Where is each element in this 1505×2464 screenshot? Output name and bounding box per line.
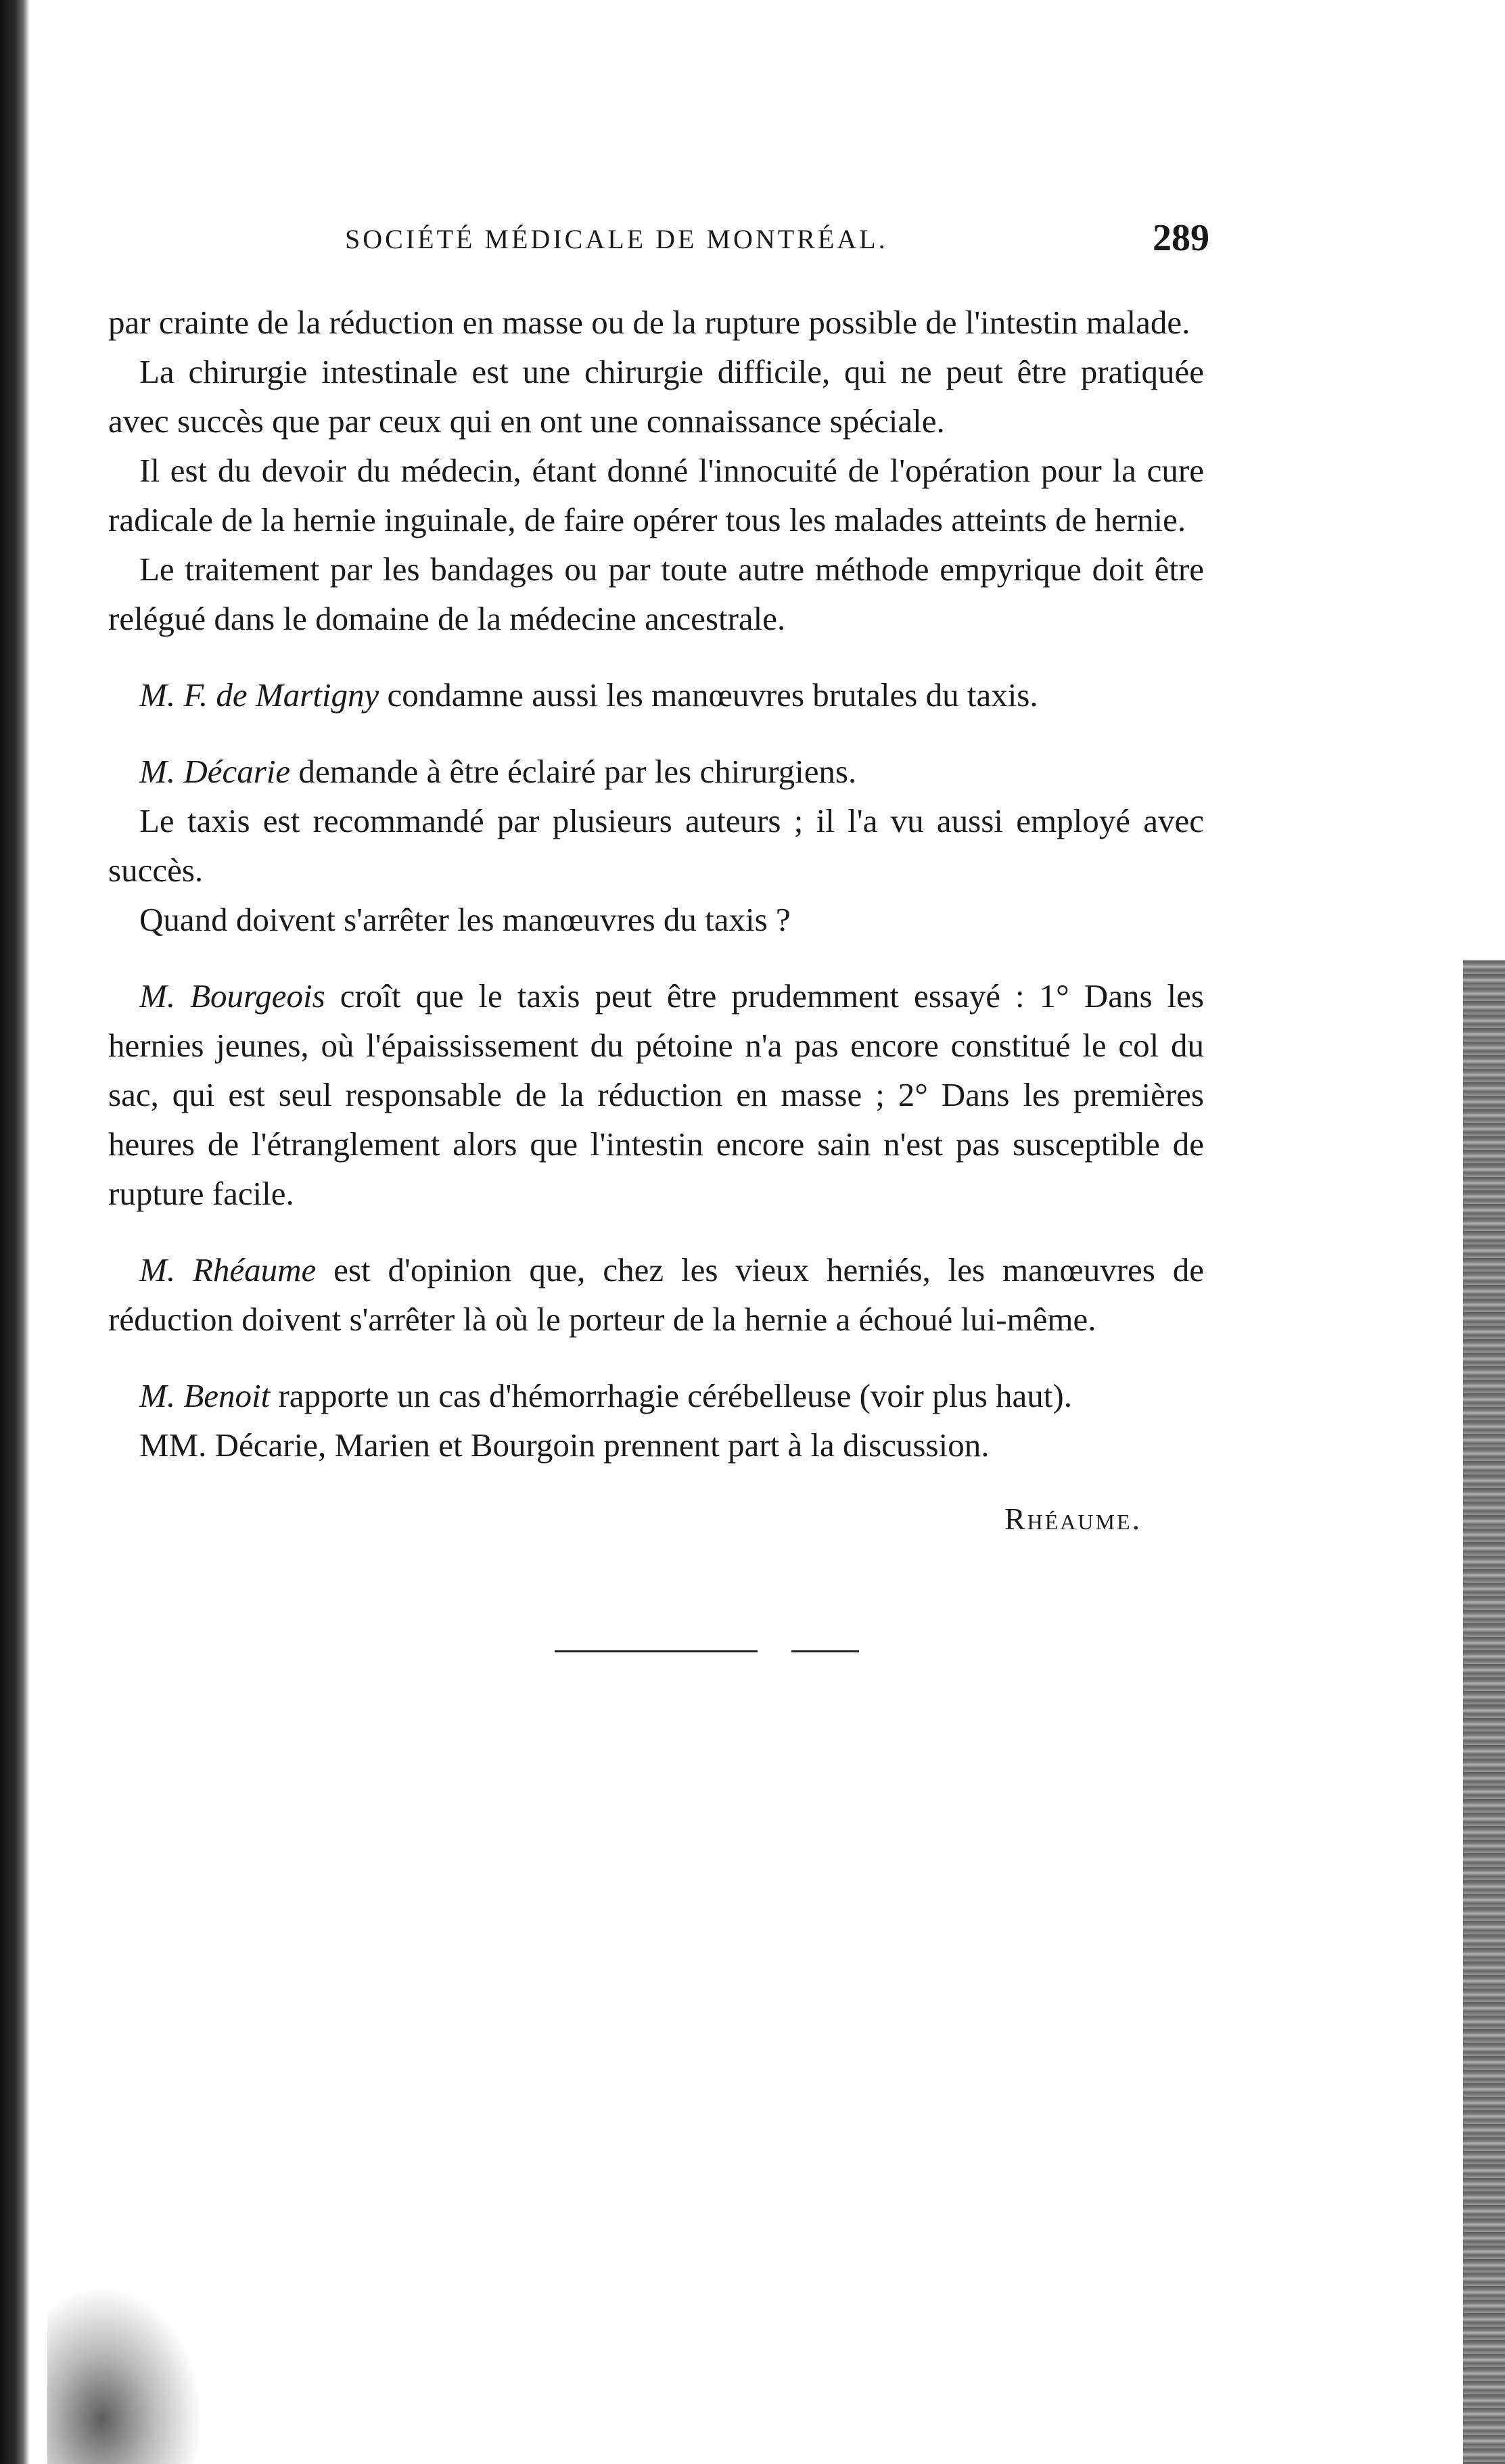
running-head <box>108 210 1209 271</box>
paragraph-text: croît que le taxis peut être prudemment essayé : 1° Dans les hernies jeunes, où l'épaississement du pétoine n'a pas encore constitué le col du sac, qui est seul responsable de la réduction en masse ; 2° Dans les premières heures de l'étranglement alors que l'intestin encore sain n'est pas susceptible de rupture facile. <box>108 977 1204 1212</box>
closing-rule-dash <box>791 1650 859 1652</box>
paragraph-text: condamne aussi les manœuvres brutales du taxis. <box>379 676 1038 714</box>
closing-rule <box>555 1650 758 1652</box>
document-page <box>108 210 1209 1652</box>
paragraph-11 <box>108 1371 1204 1420</box>
paragraph-10 <box>108 1245 1204 1344</box>
paragraph-4: Le traitement par les bandages ou par toute autre méthode empyrique doit être relégué dans le domaine de la médecine ancestrale. <box>108 551 1204 637</box>
scan-right-edge <box>1463 960 1505 2464</box>
paragraph-12: MM. Décarie, Marien et Bourgoin prennent part à la discussion. <box>139 1426 990 1464</box>
paragraph-text: est d'opinion que, chez les vieux herniés, les manœuvres de réduction doivent s'arrêter là où le porteur de la hernie a échoué lui-même. <box>108 1251 1204 1338</box>
speaker-name: M. Décarie <box>139 753 291 790</box>
speaker-name: M. Rhéaume <box>139 1251 317 1288</box>
signature: Rhéaume. <box>1004 1502 1142 1536</box>
running-head-title: SOCIÉTÉ MÉDICALE DE MONTRÉAL. <box>345 224 888 254</box>
speaker-name: M. Benoit <box>139 1377 271 1414</box>
paragraph-9 <box>108 971 1204 1218</box>
paragraph-2: La chirurgie intestinale est une chirurgie difficile, qui ne peut être pratiquée avec succès que par ceux qui en ont une connaissance spéciale. <box>108 353 1204 440</box>
speaker-name: M. F. de Martigny <box>139 676 379 714</box>
scan-corner-smudge <box>47 2286 203 2464</box>
paragraph-text: demande à être éclairé par les chirurgiens. <box>290 753 857 790</box>
paragraph-3: Il est du devoir du médecin, étant donné l'innocuité de l'opération pour la cure radicale de la hernie inguinale, de faire opérer tous les malades atteints de hernie. <box>108 452 1204 538</box>
paragraph-8: Quand doivent s'arrêter les manœuvres du taxis ? <box>139 901 791 938</box>
scan-left-edge <box>0 0 30 2464</box>
page-number: 289 <box>1153 217 1209 259</box>
paragraph-1: par crainte de la réduction en masse ou de la rupture possible de l'intestin malade. <box>108 304 1190 341</box>
paragraph-6 <box>108 747 1204 796</box>
paragraph-5 <box>108 670 1204 720</box>
body-text <box>108 298 1204 1470</box>
paragraph-7: Le taxis est recommandé par plusieurs auteurs ; il l'a vu aussi employé avec succès. <box>108 802 1204 889</box>
paragraph-text: rapporte un cas d'hémorrhagie cérébelleuse (voir plus haut). <box>270 1377 1072 1414</box>
speaker-name: M. Bourgeois <box>139 977 325 1015</box>
